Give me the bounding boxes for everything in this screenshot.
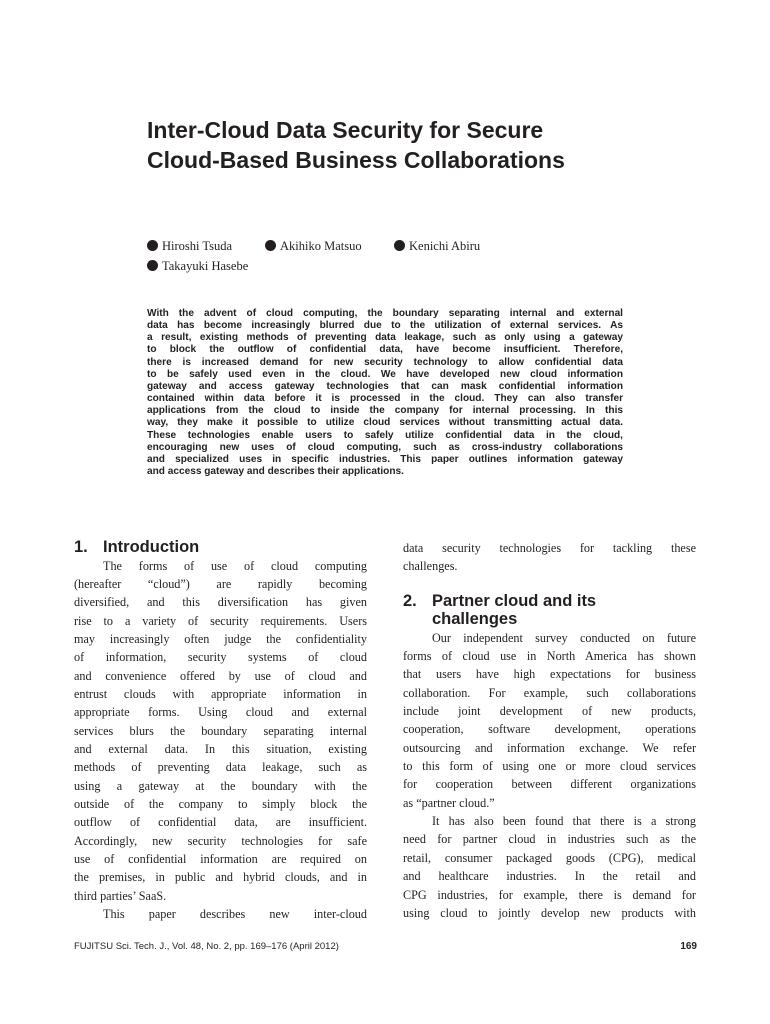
author-name: Hiroshi Tsuda	[162, 239, 233, 253]
text-line: to this form of using one or more cloud services	[403, 759, 696, 774]
text-line: outflow of confidential data, are insufficient.	[74, 815, 367, 830]
text-line: (hereafter “cloud”) are rapidly becoming	[74, 576, 367, 591]
page-number: 169	[680, 941, 697, 952]
abstract-line: With the advent of cloud computing, the boundary separating internal and external	[147, 308, 623, 319]
text-line: use of confidential information are required on	[74, 852, 367, 866]
text-line: third parties’ SaaS.	[74, 888, 167, 903]
text-line: This paper describes new inter-cloud	[103, 907, 367, 922]
section-2-body	[403, 629, 696, 923]
abstract-line: a result, existing methods of preventing data leakage, such as only using a gateway	[147, 332, 623, 344]
author-item	[147, 256, 248, 276]
abstract-line: applications from the cloud to inside the company for internal processing. In this	[147, 405, 623, 417]
abstract-line: data has become increasingly blurred due to the utilization of external services. As	[147, 320, 623, 332]
abstract-line: to be safely used even in the cloud. We have developed new cloud information	[147, 368, 623, 380]
text-line: methods of preventing data leakage, such as	[74, 760, 367, 775]
abstract-line: and specialized uses in specific industries. This paper outlines information gateway	[147, 453, 623, 465]
author-list	[147, 236, 667, 276]
title-line-2: Cloud-Based Business Collaborations	[147, 147, 565, 173]
text-line: challenges.	[403, 559, 458, 574]
text-line: may increasingly often judge the confidentiality	[74, 631, 367, 646]
text-line: entrust clouds with appropriate information in	[74, 686, 367, 701]
section-title-line-2: challenges	[432, 610, 518, 629]
text-line: rise to a variety of security requirements. Users	[74, 613, 367, 628]
text-line: services blurs the boundary separating internal	[74, 723, 367, 738]
abstract-line: encouraging new uses of cloud computing, such as cross-industry collaborations	[147, 441, 623, 453]
text-line: forms of cloud use in North America has shown	[403, 649, 696, 664]
text-line: and healthcare industries. In the retail and	[403, 869, 696, 884]
abstract-line: and access gateway and describes their applications.	[147, 466, 404, 478]
text-line: cooperation, software development, operations	[403, 722, 696, 737]
abstract-line: contained within data before it is processed in the cloud. They can also transfer	[147, 393, 623, 405]
text-line: and convenience offered by use of cloud and	[74, 668, 367, 683]
bullet-icon	[265, 240, 276, 251]
text-line: It has also been found that there is a strong	[432, 814, 696, 829]
abstract-line: way, they make it possible to utilize cloud services without transmitting actual data.	[147, 417, 623, 429]
text-line: The forms of use of cloud computing	[103, 558, 367, 573]
text-line: appropriate forms. Using cloud and external	[74, 705, 367, 720]
text-line: outsourcing and information exchange. We refer	[403, 740, 696, 755]
section-title-line-1: Partner cloud and its	[432, 591, 597, 610]
author-item	[265, 236, 394, 256]
bullet-icon	[147, 260, 158, 271]
left-column	[74, 538, 367, 923]
text-line: using cloud to jointly develop new products with	[403, 905, 696, 920]
author-item	[147, 236, 265, 256]
section-number: 2.	[403, 591, 417, 610]
text-line: include joint development of new products,	[403, 704, 696, 719]
abstract-line: gateway and access gateway technologies that can mask confidential information	[147, 380, 623, 392]
text-line: need for partner cloud in industries such as the	[403, 832, 696, 847]
author-name: Akihiko Matsuo	[280, 239, 362, 253]
author-name: Takayuki Hasebe	[162, 259, 249, 273]
text-line: diversified, and this diversification has given	[74, 595, 367, 610]
text-line: the premises, in public and hybrid clouds, and in	[74, 870, 367, 885]
right-column	[403, 538, 696, 922]
text-line: and external data. In this situation, existing	[74, 741, 367, 756]
footer-citation: FUJITSU Sci. Tech. J., Vol. 48, No. 2, pp. 169–176 (April 2012)	[74, 941, 339, 952]
text-line: Accordingly, new security technologies for safe	[74, 833, 367, 848]
text-line: as “partner cloud.”	[403, 795, 495, 810]
section-1-heading	[74, 538, 367, 557]
abstract-line: there is increased demand for new security technology to allow confidential data	[147, 356, 623, 368]
text-line: collaboration. For example, such collaborations	[403, 685, 696, 700]
paper-title	[147, 115, 667, 175]
abstract-line: to block the outflow of confidential data, have become insufficient. Therefore,	[147, 344, 623, 356]
author-row-1	[147, 236, 667, 256]
text-line: of information, security systems of cloud	[74, 650, 367, 665]
text-line: using a gateway at the boundary with the	[74, 778, 367, 793]
text-line: outside of the company to simply block the	[74, 796, 367, 811]
text-line: for cooperation between different organizations	[403, 777, 696, 792]
text-line: that users have high expectations for business	[403, 667, 696, 682]
abstract-line: These technologies enable users to safely utilize confidential data in the cloud,	[147, 429, 623, 441]
text-line: data security technologies for tackling these	[403, 541, 696, 555]
section-1-body	[74, 557, 367, 924]
section-2-heading	[403, 592, 696, 629]
author-row-2	[147, 256, 667, 276]
author-name: Kenichi Abiru	[409, 239, 481, 253]
bullet-icon	[394, 240, 405, 251]
continued-text	[403, 539, 696, 576]
bullet-icon	[147, 240, 158, 251]
text-line: retail, consumer packaged goods (CPG), medical	[403, 850, 696, 865]
author-item	[394, 236, 480, 256]
section-number: 1.	[74, 538, 88, 556]
text-line: CPG industries, for example, there is demand for	[403, 887, 696, 902]
section-title: Introduction	[103, 538, 200, 556]
abstract	[147, 308, 623, 478]
text-line: Our independent survey conducted on future	[432, 630, 696, 645]
title-line-1: Inter-Cloud Data Security for Secure	[147, 117, 544, 143]
